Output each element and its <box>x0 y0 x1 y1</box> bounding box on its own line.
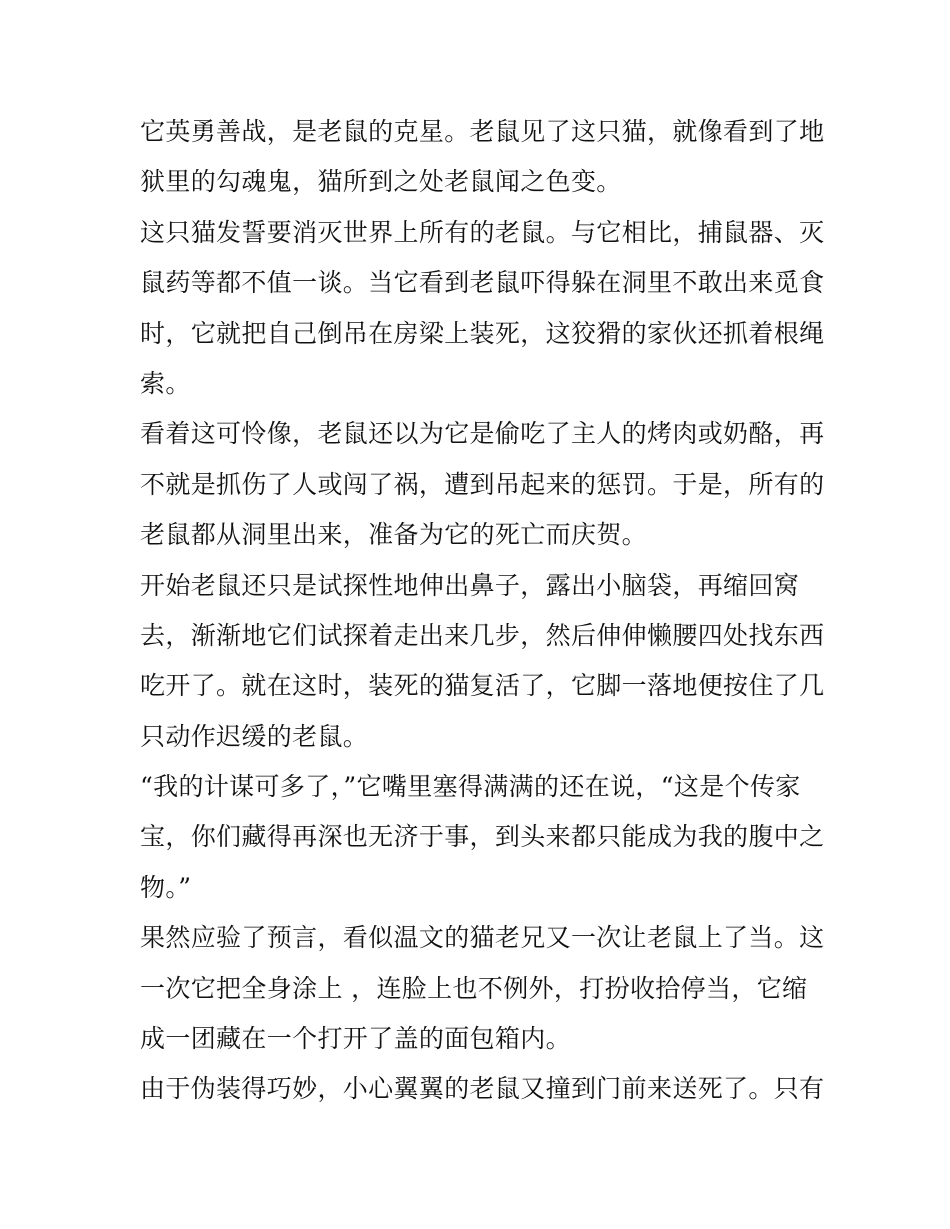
text-line: 成一团藏在一个打开了盖的面包箱内。 <box>140 1024 571 1054</box>
text-line: 去，渐渐地它们试探着走出来几步，然后伸伸懒腰四处找东西 <box>140 620 825 650</box>
text-line: 看着这可怜像，老鼠还以为它是偷吃了主人的烤肉或奶酪，再 <box>140 419 825 449</box>
text-line: 不就是抓伤了人或闯了祸，遭到吊起来的惩罚。于是，所有的 <box>140 469 825 499</box>
text-line: 鼠药等都不值一谈。当它看到老鼠吓得躲在洞里不敢出来觅食 <box>140 268 825 298</box>
text-line: 物。” <box>140 872 192 902</box>
text-line: 它英勇善战，是老鼠的克星。老鼠见了这只猫，就像看到了地 <box>140 117 825 146</box>
text-line: 吃开了。就在这时，装死的猫复活了，它脚一落地便按住了几 <box>140 671 825 701</box>
text-line: 狱里的勾魂鬼，猫所到之处老鼠闻之色变。 <box>140 167 622 197</box>
text-line: 老鼠都从洞里出来，准备为它的死亡而庆贺。 <box>140 520 648 550</box>
text-line: 一次它把全身涂上 ，连脸上也不例外，打扮收拾停当，它缩 <box>140 973 808 1003</box>
text-line: “我的计谋可多了，”它嘴里塞得满满的还在说，“这是个传家 <box>140 772 801 802</box>
text-line: 开始老鼠还只是试探性地伸出鼻子，露出小脑袋，再缩回窝 <box>140 570 800 600</box>
body-text <box>140 107 825 1115</box>
text-line: 时，它就把自己倒吊在房梁上装死，这狡猾的家伙还抓着根绳 <box>140 318 825 348</box>
text-line: 只动作迟缓的老鼠。 <box>140 721 369 751</box>
text-line: 果然应验了预言，看似温文的猫老兄又一次让老鼠上了当。这 <box>140 923 825 953</box>
text-line: 由于伪装得巧妙，小心翼翼的老鼠又撞到门前来送死了。只有 <box>140 1074 825 1104</box>
text-line: 索。 <box>140 368 191 398</box>
text-line: 宝，你们藏得再深也无济于事，到头来都只能成为我的腹中之 <box>140 822 825 852</box>
text-line: 这只猫发誓要消灭世界上所有的老鼠。与它相比，捕鼠器、灭 <box>140 217 825 247</box>
